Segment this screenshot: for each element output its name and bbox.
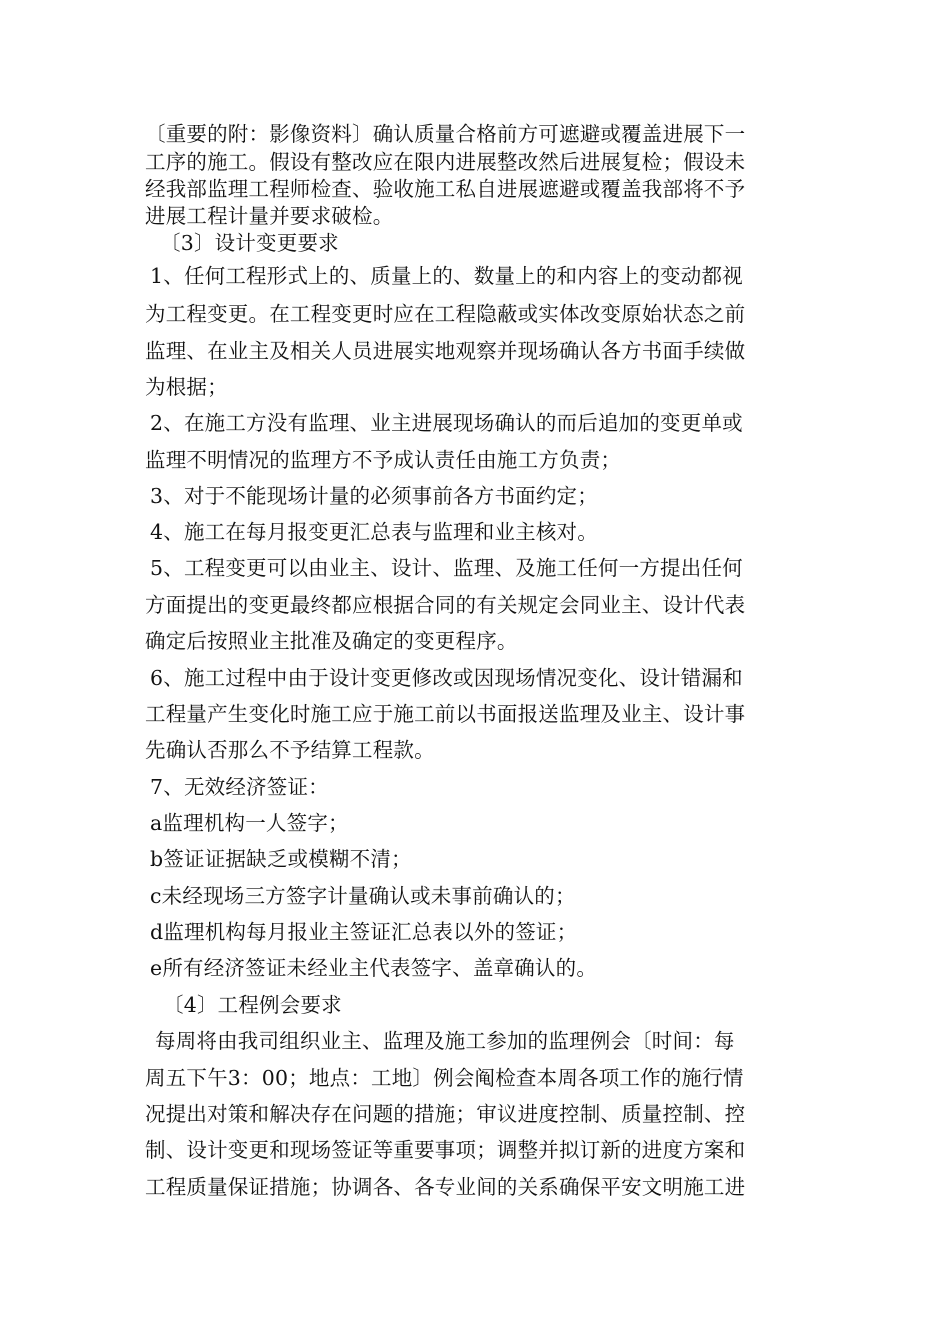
text-line: 监理、在业主及相关人员进展实地观察并现场确认各方书面手续做 (145, 339, 746, 363)
text-line: 为工程变更。在工程变更时应在工程隐蔽或实体改变原始状态之前 (145, 302, 746, 326)
list-item: e所有经济签证未经业主代表签字、盖章确认的。 (150, 956, 598, 980)
list-item: a监理机构一人签字； (150, 811, 349, 835)
list-item: c未经现场三方签字计量确认或未事前确认的； (150, 884, 576, 908)
text-line: 制、设计变更和现场签证等重要事项；调整并拟订新的进度方案和 (145, 1138, 746, 1162)
text-line: 6、施工过程中由于设计变更修改或因现场情况变化、设计错漏和 (150, 666, 743, 690)
list-item: d监理机构每月报业主签证汇总表以外的签证； (150, 920, 578, 944)
text-line: 3、对于不能现场计量的必须事前各方书面约定； (150, 484, 598, 508)
text-line: 为根据； (145, 375, 228, 399)
section-heading: 〔3〕设计变更要求 (160, 231, 339, 255)
text-line: 工程质量保证措施；协调各、各专业间的关系确保平安文明施工进 (145, 1175, 746, 1199)
text-line: 况提出对策和解决存在问题的措施；审议进度控制、质量控制、控 (145, 1102, 746, 1126)
text-line: 1、任何工程形式上的、质量上的、数量上的和内容上的变动都视 (150, 264, 743, 288)
text-line: 经我部监理工程师检查、验收施工私自进展遮避或覆盖我部将不予 (145, 177, 746, 201)
text-line: 2、在施工方没有监理、业主进展现场确认的而后追加的变更单或 (150, 411, 743, 435)
text-line: 每周将由我司组织业主、监理及施工参加的监理例会〔时间：每 (155, 1029, 735, 1053)
text-line: 进展工程计量并要求破检。 (145, 204, 394, 228)
text-line: 工序的施工。假设有整改应在限内进展整改然后进展复检；假设未 (145, 150, 746, 174)
text-line: 工程量产生变化时施工应于施工前以书面报送监理及业主、设计事 (145, 702, 746, 726)
text-line: 确定后按照业主批准及确定的变更程序。 (145, 629, 518, 653)
text-line: 4、施工在每月报变更汇总表与监理和业主核对。 (150, 520, 598, 544)
text-line: 先确认否那么不予结算工程款。 (145, 738, 435, 762)
section-heading: 〔4〕工程例会要求 (163, 993, 342, 1017)
text-line: 5、工程变更可以由业主、设计、监理、及施工任何一方提出任何 (150, 556, 743, 580)
text-line: 方面提出的变更最终都应根据合同的有关规定会同业主、设计代表 (145, 593, 746, 617)
text-line: 〔重要的附：影像资料〕确认质量合格前方可遮避或覆盖进展下一 (145, 122, 746, 146)
list-item: b签证证据缺乏或模糊不清； (150, 847, 412, 871)
text-line: 周五下午3：00；地点：工地〕例会阄检查本周各项工作的施行情 (145, 1066, 744, 1090)
text-line: 7、无效经济签证： (150, 775, 329, 799)
text-line: 监理不明情况的监理方不予成认责任由施工方负责； (145, 448, 622, 472)
